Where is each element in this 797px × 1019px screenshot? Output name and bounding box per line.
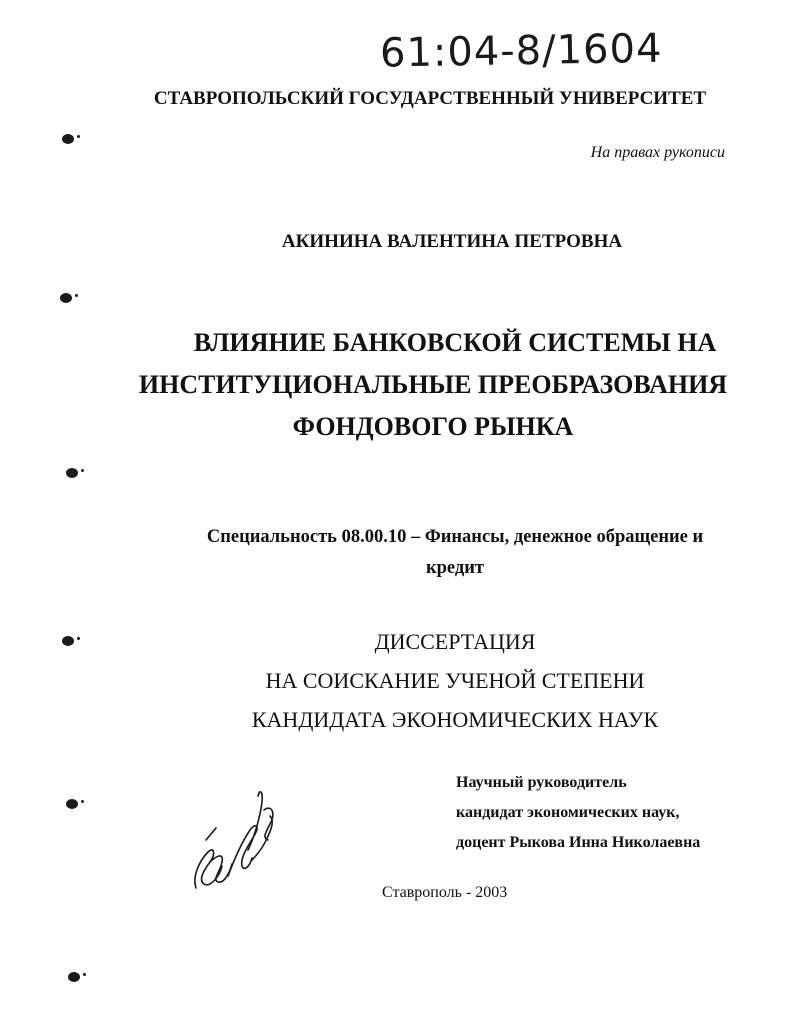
- manuscript-note: На правах рукописи: [590, 144, 725, 161]
- binding-hole-icon: [66, 799, 78, 809]
- title-line-1: ВЛИЯНИЕ БАНКОВСКОЙ СИСТЕМЫ НА: [193, 328, 717, 357]
- dissertation-title: [0, 322, 797, 448]
- author-name: АКИНИНА ВАЛЕНТИНА ПЕТРОВНА: [281, 231, 623, 252]
- specialty: [0, 522, 797, 584]
- city-year: Ставрополь - 2003: [382, 884, 508, 901]
- dissertation-line-2: НА СОИСКАНИЕ УЧЕНОЙ СТЕПЕНИ: [265, 668, 645, 693]
- binding-hole-icon: [60, 293, 72, 303]
- dissertation-line-3: КАНДИДАТА ЭКОНОМИЧЕСКИХ НАУК: [251, 707, 659, 732]
- title-line-2: ИНСТИТУЦИОНАЛЬНЫЕ ПРЕОБРАЗОВАНИЯ: [138, 370, 728, 399]
- binding-hole-icon: [66, 468, 78, 478]
- supervisor-role: Научный руководитель: [456, 774, 627, 791]
- supervisor-block: [456, 768, 700, 858]
- dissertation-line-1: ДИССЕРТАЦИЯ: [374, 629, 536, 654]
- title-line-3: ФОНДОВОГО РЫНКА: [292, 412, 574, 441]
- specialty-line-1: Специальность 08.00.10 – Финансы, денежное обращение и: [206, 527, 704, 547]
- binding-hole-icon: [62, 636, 74, 646]
- binding-hole-icon: [68, 972, 80, 982]
- dissertation-degree: [0, 622, 797, 739]
- signature-icon: [190, 780, 280, 895]
- supervisor-degree: кандидат экономических наук,: [456, 804, 680, 821]
- archive-number: 61:04-8/1604: [379, 25, 663, 77]
- binding-hole-icon: [62, 134, 74, 144]
- supervisor-name: доцент Рыкова Инна Николаевна: [456, 834, 701, 851]
- specialty-line-2: кредит: [425, 558, 485, 578]
- university-name: СТАВРОПОЛЬСКИЙ ГОСУДАРСТВЕННЫЙ УНИВЕРСИТЕТ: [153, 88, 707, 109]
